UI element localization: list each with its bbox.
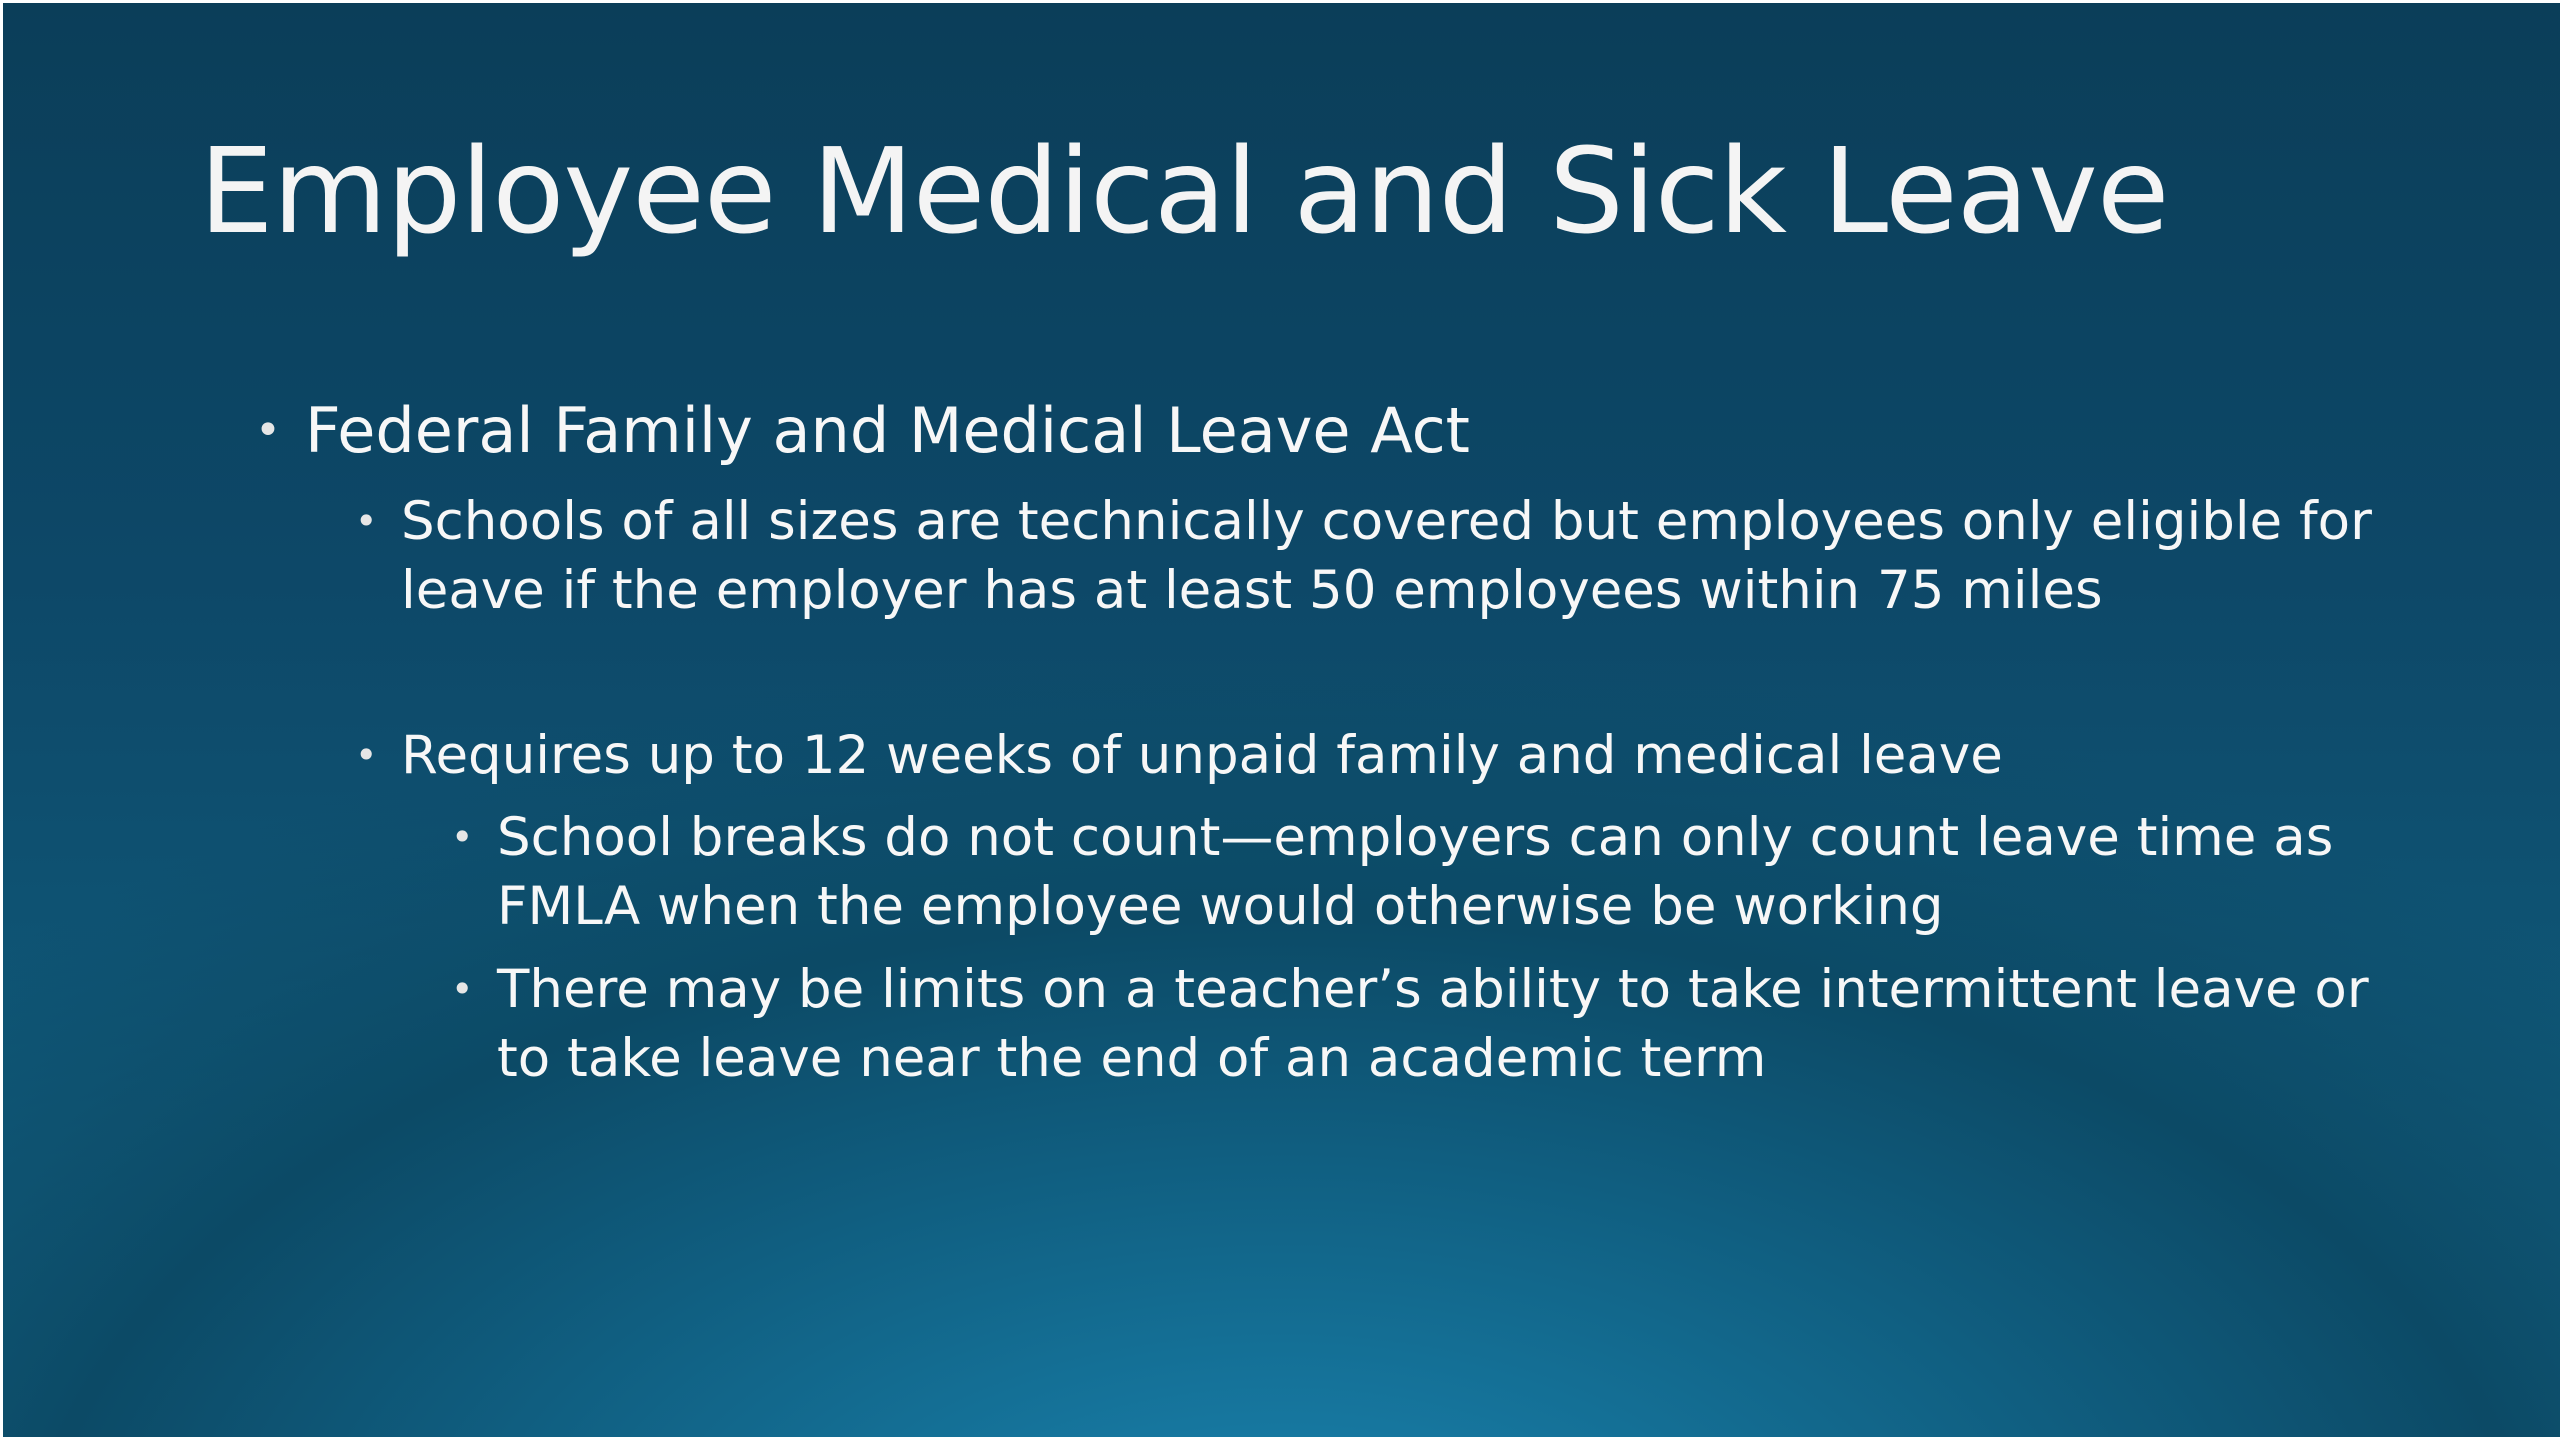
- bullet-coverage: [355, 487, 2372, 625]
- bullet-dot: •: [355, 733, 378, 777]
- slide-title: Employee Medical and Sick Leave: [199, 122, 2169, 260]
- bullet-intermittent-leave: [451, 955, 2369, 1093]
- bullet-dot: •: [355, 499, 378, 543]
- bullet-fmla-act: [255, 394, 1470, 467]
- bullet-text-line-1: School breaks do not count—employers can only count leave time as: [497, 807, 2334, 868]
- slide: [3, 3, 2560, 1437]
- bullet-text-line-2: FMLA when the employee would otherwise be working: [497, 876, 1944, 937]
- bullet-text-line-2: leave if the employer has at least 50 employees within 75 miles: [401, 560, 2103, 621]
- bullet-text-line-1: Schools of all sizes are technically covered but employees only eligible for: [401, 491, 2372, 552]
- bullet-unpaid-leave: [355, 721, 2003, 790]
- bullet-dot: •: [255, 405, 281, 456]
- bullet-text: Federal Family and Medical Leave Act: [305, 394, 1470, 467]
- bullet-dot: •: [451, 967, 474, 1011]
- bullet-text: Requires up to 12 weeks of unpaid family and medical leave: [401, 725, 2003, 786]
- bullet-text-line-2: to take leave near the end of an academic term: [497, 1028, 1767, 1089]
- bullet-school-breaks: [451, 803, 2334, 941]
- bullet-text-line-1: There may be limits on a teacher’s ability to take intermittent leave or: [497, 959, 2369, 1020]
- bullet-dot: •: [451, 815, 474, 859]
